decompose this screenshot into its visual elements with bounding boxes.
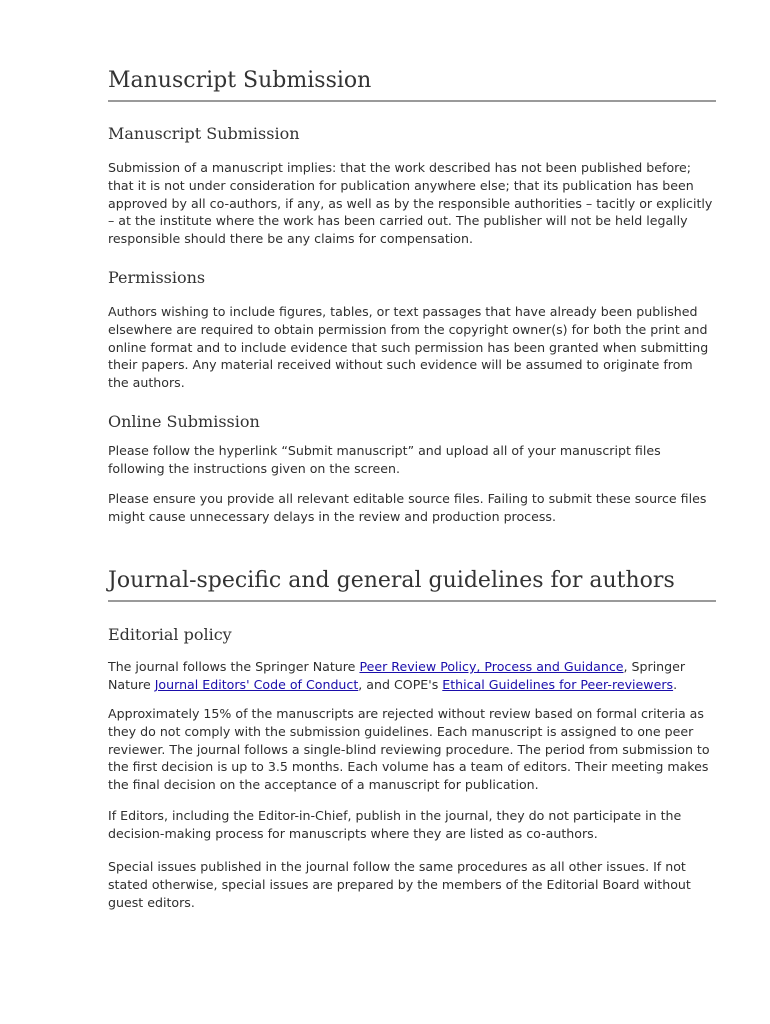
subheading-online-submission: Online Submission [108,412,260,431]
paragraph-editorial-links [108,658,716,694]
text-segment: . [673,676,678,692]
editors-code-of-conduct-link[interactable]: Journal Editors' Code of Conduct [154,676,359,692]
text-segment: The journal follows the Springer Nature [108,659,360,674]
paragraph-editorial-review: Approximately 15% of the manuscripts are rejected without review based on formal criteria as they do not comply with the submission guidelines. Each manuscript is assigned to one peer reviewer. The journal follows a single-blind reviewing procedure. The period from submission to the first decision is up to 3.5 months. Each volume has a team of editors. Their meeting makes the final decision on the acceptance of a manuscript for publication. [108,706,710,793]
subheading-manuscript-submission: Manuscript Submission [108,124,300,143]
paragraph-permissions: Authors wishing to include figures, tables, or text passages that have already been published elsewhere are required to obtain permission from the copyright owner(s) for both the print and online format and to include evidence that such permission has been granted when submitting their papers. Any material received without such evidence will be assumed to originate from the authors. [108,304,709,391]
section-title-guidelines: Journal-specific and general guidelines for authors [108,566,716,602]
subheading-permissions: Permissions [108,268,206,287]
section-title-manuscript-submission: Manuscript Submission [108,66,716,102]
text-segment: , Springer Nature [108,659,686,692]
paragraph-editorial-special-issues: Special issues published in the journal follow the same procedures as all other issues. If not stated otherwise, special issues are prepared by the members of the Editorial Board without guest editors. [108,859,691,910]
ethical-guidelines-link[interactable]: Ethical Guidelines for Peer-reviewers [442,676,674,692]
subheading-editorial-policy: Editorial policy [108,625,232,644]
paragraph-online-submission-1: Please follow the hyperlink “Submit manuscript” and upload all of your manuscript files following the instructions given on the screen. [108,443,661,476]
peer-review-policy-link[interactable]: Peer Review Policy, Process and Guidance [359,659,624,674]
paragraph-online-submission-2: Please ensure you provide all relevant editable source files. Failing to submit these source files might cause unnecessary delays in the review and production process. [108,491,707,524]
text-segment: , and COPE's [358,676,443,692]
paragraph-submission: Submission of a manuscript implies: that the work described has not been published before; that it is not under consideration for publication anywhere else; that its publication has been approved by all co-authors, if any, as well as by the responsible authorities – tacitly or explicitly – at the institute where the work has been carried out. The publisher will not be held legally responsible should there be any claims for compensation. [108,160,713,247]
paragraph-editorial-editors: If Editors, including the Editor-in-Chief, publish in the journal, they do not participate in the decision-making process for manuscripts where they are listed as co-authors. [108,808,682,841]
